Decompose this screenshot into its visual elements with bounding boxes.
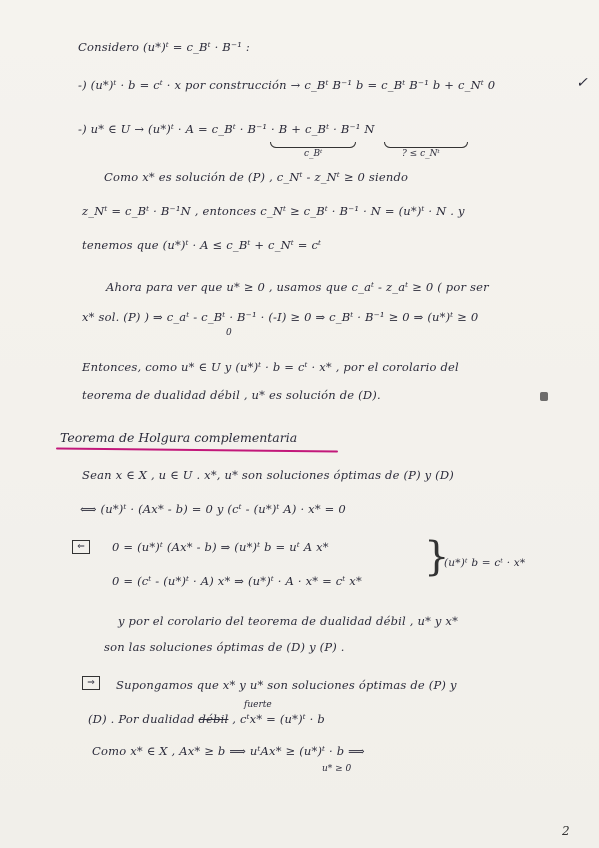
line-como-subscript: u* ≥ 0 <box>322 764 352 774</box>
right-arrow-box-icon: ⇒ <box>82 676 100 690</box>
ink-smudge <box>540 392 548 401</box>
underbrace-label-cn: ? ≤ c_Nᵗ <box>402 149 440 159</box>
line-y-por-el-corolario: y por el corolario del teorema de dualidad débil , u* y x* <box>118 614 459 628</box>
line-ahora: Ahora para ver que u* ≥ 0 , usamos que c_aᵗ - z_aᵗ ≥ 0 ( por ser <box>106 280 489 294</box>
line-por-dualidad <box>88 712 325 726</box>
line-considero: Considero (u*)ᵗ = c_Bᵗ · B⁻¹ : <box>78 40 250 54</box>
line-u-in-U: -) u* ∈ U → (u*)ᵗ · A = c_Bᵗ · B⁻¹ · B + c_Bᵗ · B⁻¹ N <box>78 122 375 136</box>
line-como-x-en-X: Como x* ∈ X , Ax* ≥ b ⟹ uᵗAx* ≥ (u*)ᵗ · b ⟹ <box>92 744 365 758</box>
line-construccion: -) (u*)ᵗ · b = cᵗ · x por construcción → c_Bᵗ B⁻¹ b = c_Bᵗ B⁻¹ b + c_Nᵗ 0 <box>78 78 496 92</box>
line-son-las-soluciones: son las soluciones óptimas de (D) y (P) . <box>104 640 345 654</box>
annotation-fuerte: fuerte <box>244 700 272 710</box>
line-por-dualidad-b: , cᵗx* = (u*)ᵗ · b <box>228 712 325 726</box>
section-heading: Teorema de Holgura complementaria <box>60 430 298 445</box>
struck-word-debil: débil <box>198 712 229 726</box>
right-brace: } <box>424 534 450 580</box>
underbrace-right <box>384 142 468 148</box>
line-x-sol: x* sol. (P) ) ⇒ c_aᵗ - c_Bᵗ · B⁻¹ · (-I) ≥ 0 ⇒ c_Bᵗ · B⁻¹ ≥ 0 ⇒ (u*)ᵗ ≥ 0 <box>82 310 479 324</box>
line-cero-segunda: 0 = (cᵗ - (u*)ᵗ · A) x* ⇒ (u*)ᵗ · A · x* = cᵗ x* <box>112 574 362 588</box>
line-teorema-dualidad: teorema de dualidad débil , u* es solución de (D). <box>82 388 381 402</box>
line-tenemos: tenemos que (u*)ᵗ · A ≤ c_Bᵗ + c_Nᵗ = cᵗ <box>82 238 322 252</box>
line-supongamos: Supongamos que x* y u* son soluciones óptimas de (P) y <box>116 678 457 692</box>
underbrace-left <box>270 142 356 148</box>
left-arrow-box-icon: ⇐ <box>72 540 90 554</box>
line-entonces: Entonces, como u* ∈ U y (u*)ᵗ · b = cᵗ · x* , por el corolario del <box>82 360 459 374</box>
line-zn: z_Nᵗ = c_Bᵗ · B⁻¹N , entonces c_Nᵗ ≥ c_Bᵗ · B⁻¹ · N = (u*)ᵗ · N . y <box>82 204 465 218</box>
underbrace-label-cb: c_Bᵗ <box>304 149 323 159</box>
line-x-sol-subscript: 0 <box>226 328 232 338</box>
line-brace-conclusion: (u*)ᵗ b = cᵗ · x* <box>444 557 526 569</box>
page-number: 2 <box>562 824 570 838</box>
line-como-x-solucion: Como x* es solución de (P) , c_Nᵗ - z_Nᵗ ≥ 0 siendo <box>104 170 409 184</box>
line-por-dualidad-a: (D) . Por dualidad <box>88 712 199 726</box>
check-mark-icon: ✓ <box>576 75 588 91</box>
line-equivalencia: ⟺ (u*)ᵗ · (Ax* - b) = 0 y (cᵗ - (u*)ᵗ A) · x* = 0 <box>80 502 346 516</box>
line-cero-primera: 0 = (u*)ᵗ (Ax* - b) ⇒ (u*)ᵗ b = uᵗ A x* <box>112 540 329 554</box>
heading-highlight-underline <box>56 448 338 453</box>
line-sean: Sean x ∈ X , u ∈ U . x*, u* son soluciones óptimas de (P) y (D) <box>82 468 454 482</box>
